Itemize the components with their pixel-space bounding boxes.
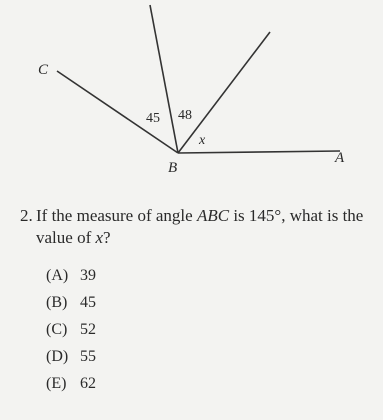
label-point-a: A: [335, 150, 345, 166]
choice-letter: (C): [46, 321, 68, 338]
choice-value: 52: [80, 321, 96, 338]
ray-ba: [178, 151, 340, 153]
choice-letter: (A): [46, 267, 69, 284]
ray-b-upright: [178, 32, 270, 153]
choice-value: 45: [80, 294, 96, 311]
angle-diagram: [0, 0, 383, 200]
angle-name: ABC: [196, 206, 230, 225]
question-text-start: If the measure of angle: [36, 206, 197, 225]
angle-label-48: 48: [178, 108, 192, 123]
question-text-middle: is 145°, what is the value of: [36, 206, 364, 247]
choice-value: 39: [80, 267, 96, 284]
ray-b-up: [150, 5, 178, 153]
choice-letter: (D): [46, 348, 69, 365]
choice-c[interactable]: [46, 316, 96, 343]
choice-letter: (E): [46, 375, 67, 392]
question-variable: x: [95, 228, 104, 247]
label-point-c: C: [38, 62, 49, 78]
choice-letter: (B): [46, 294, 68, 311]
label-point-b: B: [168, 160, 178, 176]
answer-choices: [46, 262, 96, 397]
question-number: 2.: [20, 206, 33, 225]
choice-value: 62: [80, 375, 96, 392]
choice-d[interactable]: [46, 343, 96, 370]
question-text-end: ?: [103, 228, 111, 247]
angle-label-x: x: [199, 133, 206, 148]
question-text: [36, 205, 366, 249]
angle-label-45: 45: [146, 111, 160, 126]
choice-a[interactable]: [46, 262, 96, 289]
choice-b[interactable]: [46, 289, 96, 316]
choice-e[interactable]: [46, 370, 96, 397]
choice-value: 55: [80, 348, 96, 365]
